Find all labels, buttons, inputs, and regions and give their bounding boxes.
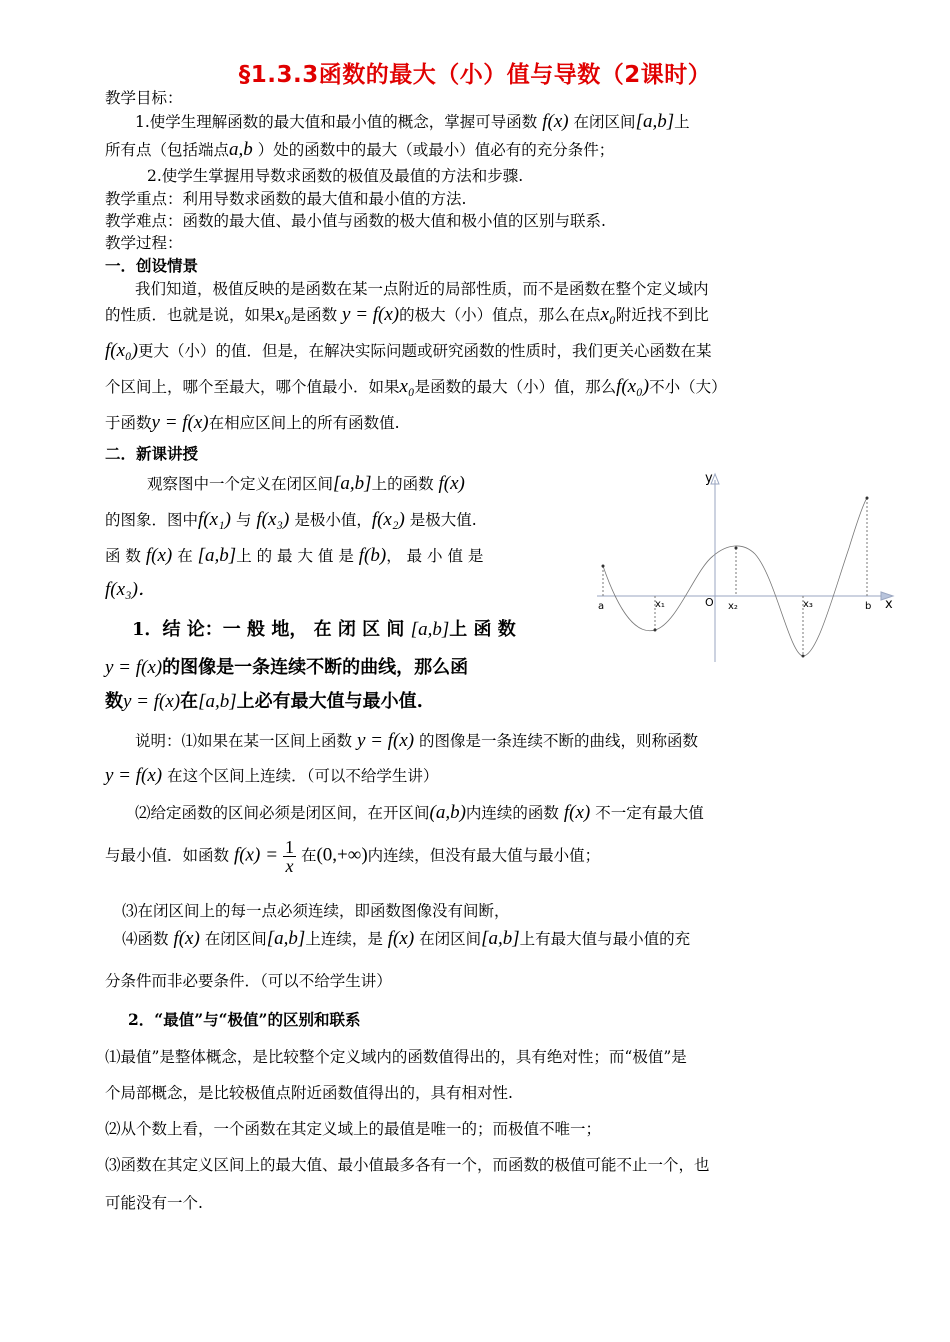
tick-label-x1: x₁ [655,599,665,610]
page-title: §1.3.3函数的最大（小）值与导数（2课时） [238,62,712,88]
difficulty: 教学难点：函数的最大值、最小值与函数的极大值和极小值的区别与联系. [105,212,606,230]
section-1-line-2: 的性质．也就是说，如果x₀是函数 y = f(x)的极大（小）值点，那么在点x₀附近找不到比 [105,304,709,325]
section-1-line-5: 于函数y = f(x)在相应区间上的所有函数值. [105,412,400,433]
objective-1-line-2: 所有点（包括端点a,b ）处的函数中的最大（或最小）值必有的充分条件； [105,139,615,160]
conclusion-line-3: 数y = f(x)在[a,b]上必有最大值与最小值. [105,691,423,712]
objective-2: 2.使学生掌握用导数求函数的极值及最值的方法和步骤. [147,167,524,185]
function-curve [603,498,867,656]
point-x1 [654,629,657,632]
note-4-line-2: 分条件而非必要条件．（可以不给学生讲） [105,972,392,990]
point-x2 [735,547,738,550]
section-2-line-4: f(x₃)． [105,579,157,600]
section-2-line-3: 函 数 f(x) 在 [a,b]上 的 最 大 值 是 f(b)， 最 小 值 是 [105,545,484,566]
note-3: ⑶在闭区间上的每一点必须连续，即函数图像没有间断， [122,902,510,920]
section-2-line-1: 观察图中一个定义在闭区间[a,b]上的函数 f(x) [147,473,465,494]
key-point: 教学重点：利用导数求函数的最大值和最小值的方法. [105,190,467,208]
tick-label-b: b [865,601,872,612]
y-axis-label: y [705,471,713,486]
section-1-line-3: f(x₀)更大（小）的值．但是，在解决实际问题或研究函数的性质时，我们更关心函数在某 [105,340,712,361]
fraction-numerator: 1 [285,837,295,857]
tick-label-x2: x₂ [728,601,738,612]
difference-3-line-1: ⑶函数在其定义区间上的最大值、最小值最多各有一个，而函数的极值可能不止一个，也 [105,1156,710,1174]
note-1-line-2: y = f(x) 在这个区间上连续．（可以不给学生讲） [105,765,439,786]
tick-label-x3: x₃ [803,599,813,610]
difference-heading: 2．“最值”与“极值”的区别和联系 [128,1010,361,1029]
objective-1-line-1: 1.使学生理解函数的最大值和最小值的概念，掌握可导函数 f(x) 在闭区间[a,b]上 [135,111,690,132]
section-2-line-2: 的图象．图中f(x₁) 与 f(x₃) 是极小值，f(x₂) 是极大值. [105,509,477,530]
point-b [866,497,869,500]
section-1-line-1: 我们知道，极值反映的是函数在某一点附近的局部性质，而不是函数在整个定义域内 [135,280,709,298]
origin-label: O [705,596,714,609]
x-axis-label: x [885,597,893,612]
function-graph [585,470,905,670]
difference-3-line-2: 可能没有一个. [105,1194,203,1212]
difference-2: ⑵从个数上看，一个函数在其定义域上的最值是唯一的；而极值不唯一； [105,1120,602,1138]
difference-1-line-1: ⑴最值”是整体概念，是比较整个定义域内的函数值得出的，具有绝对性；而“极值”是 [105,1048,687,1066]
point-x3 [802,655,805,658]
section-1-line-4: 个区间上，哪个至最大，哪个值最小．如果x₀是函数的最大（小）值，那么f(x₀)不小（大） [105,376,727,397]
section-2-heading: 二．新课讲授 [105,444,199,463]
process-heading: 教学过程： [105,234,183,252]
objectives-heading: 教学目标： [105,89,183,107]
fraction-denominator: x [285,856,294,876]
note-2-line-1: ⑵给定函数的区间必须是闭区间，在开区间(a,b)内连续的函数 f(x) 不一定有最大值 [135,802,704,823]
conclusion-line-2: y = f(x)的图像是一条连续不断的曲线，那么函 [105,657,469,678]
tick-label-a: a [598,601,605,612]
conclusion-line-1: 1．结 论：一 般 地， 在 闭 区 间 [a,b]上 函 数 [132,619,516,640]
note-4-line-1: ⑷函数 f(x) 在闭区间[a,b]上连续，是 f(x) 在闭区间[a,b]上有最大值与最小值的充 [122,928,691,949]
note-2-line-2: 与最小值．如函数 f(x) = $\frac{1}{x}$ 在(0,+∞)内连续，但没有最大值与最小值； [105,837,601,876]
note-1-line-1: 说明：⑴如果在某一区间上函数 y = f(x) 的图像是一条连续不断的曲线，则称函数 [135,730,699,751]
difference-1-line-2: 个局部概念，是比较极值点附近函数值得出的，具有相对性. [105,1084,513,1102]
section-1-heading: 一．创设情景 [105,256,199,275]
point-a [602,565,605,568]
